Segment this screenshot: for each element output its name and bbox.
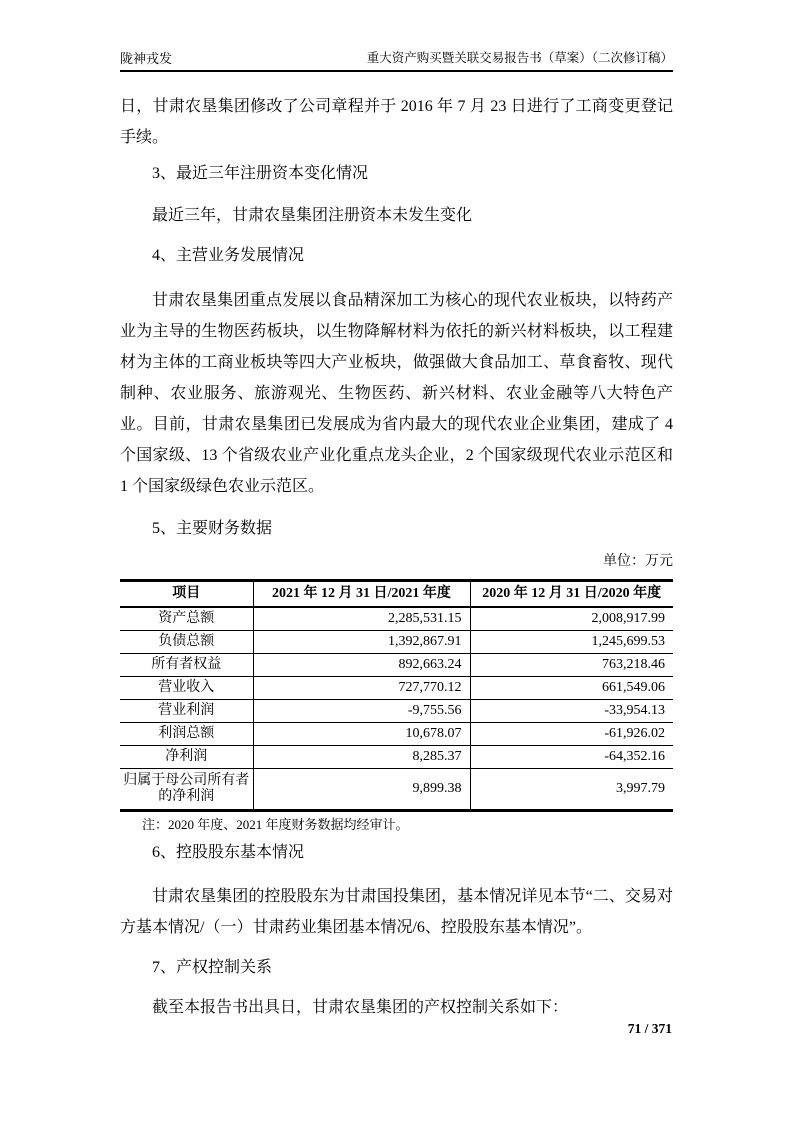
financial-data-table — [120, 579, 673, 812]
value-2020: -61,926.02 — [470, 723, 673, 746]
value-2021: 727,770.12 — [253, 677, 470, 700]
value-2021: -9,755.56 — [253, 700, 470, 723]
value-2020: 661,549.06 — [470, 677, 673, 700]
table-header-row — [120, 581, 673, 608]
value-2021: 8,285.37 — [253, 746, 470, 769]
table-header-2020: 2020 年 12 月 31 日/2020 年度 — [470, 581, 673, 608]
table-row — [120, 769, 673, 811]
row-label: 营业利润 — [120, 700, 253, 723]
paragraph-registered-capital: 最近三年，甘肃农垦集团注册资本未发生变化 — [152, 207, 473, 224]
table-row — [120, 700, 673, 723]
table-row — [120, 631, 673, 654]
page-content — [120, 0, 673, 1023]
value-2020: -33,954.13 — [470, 700, 673, 723]
value-2021: 2,285,531.15 — [253, 607, 470, 631]
value-2021: 892,663.24 — [253, 654, 470, 677]
table-unit-label: 单位：万元 — [603, 554, 673, 569]
value-2020: 3,997.79 — [616, 780, 665, 796]
header-right-title: 重大资产购买暨关联交易报告书（草案）（二次修订稿） — [366, 51, 673, 65]
table-row — [120, 654, 673, 677]
table-row — [120, 677, 673, 700]
page-header — [120, 0, 673, 72]
paragraph-continuation: 日，甘肃农垦集团修改了公司章程并于 2016 年 7 月 23 日进行了工商变更登记手续。 — [120, 98, 673, 146]
table-row — [120, 607, 673, 631]
page-number: 71 / 371 — [627, 1021, 672, 1036]
section-heading-4: 4、主营业务发展情况 — [152, 247, 305, 264]
table-footnote: 注：2020 年度、2021 年度财务数据均经审计。 — [142, 817, 409, 832]
table-header-item: 项目 — [120, 581, 253, 608]
section-heading-3: 3、最近三年注册资本变化情况 — [152, 165, 369, 182]
value-2020: -64,352.16 — [470, 746, 673, 769]
row-label: 资产总额 — [120, 607, 253, 631]
value-2020: 1,245,699.53 — [470, 631, 673, 654]
table-row — [120, 723, 673, 746]
value-2020: 2,008,917.99 — [470, 607, 673, 631]
section-heading-5: 5、主要财务数据 — [152, 520, 273, 537]
header-left-title: 陇神戎发 — [120, 51, 173, 66]
row-label: 负债总额 — [120, 631, 253, 654]
row-label: 归属于母公司所有者的净利润 — [120, 769, 253, 811]
row-label: 所有者权益 — [120, 654, 253, 677]
value-2021: 9,899.38 — [253, 769, 470, 811]
row-label: 利润总额 — [120, 723, 253, 746]
paragraph-main-business: 甘肃农垦集团重点发展以食品精深加工为核心的现代农业板块，以特药产业为主导的生物医药板块，以生物降解材料为依托的新兴材料板块，以工程建材为主体的工商业板块等四大产业板块，做强做大食品加工、草食畜牧、现代制种、农业服务、旅游观光、生物医药、新兴材料、农业金融等八大特色产业。目前，甘肃农垦集团已发展成为省内最大的现代农业企业集团，建成了 4 个国家级、13 个省级农业产业化重点龙头企业，2 个国家级现代农业示范区和 1 个国家级绿色农业示范区。 — [120, 292, 673, 495]
row-label: 净利润 — [120, 746, 253, 769]
section-heading-7: 7、产权控制关系 — [152, 959, 273, 976]
value-2021: 1,392,867.91 — [253, 631, 470, 654]
value-2020: 763,218.46 — [470, 654, 673, 677]
table-header-2021: 2021 年 12 月 31 日/2021 年度 — [253, 581, 470, 608]
section-heading-6: 6、控股股东基本情况 — [152, 844, 305, 861]
paragraph-controlling-shareholder: 甘肃农垦集团的控股股东为甘肃国投集团，基本情况详见本节“二、交易对方基本情况/（一）甘肃药业集团基本情况/6、控股股东基本情况”。 — [120, 888, 673, 936]
row-label: 营业收入 — [120, 677, 253, 700]
paragraph-equity-control: 截至本报告书出具日，甘肃农垦集团的产权控制关系如下： — [152, 999, 569, 1016]
table-row — [120, 746, 673, 769]
value-2021: 10,678.07 — [253, 723, 470, 746]
